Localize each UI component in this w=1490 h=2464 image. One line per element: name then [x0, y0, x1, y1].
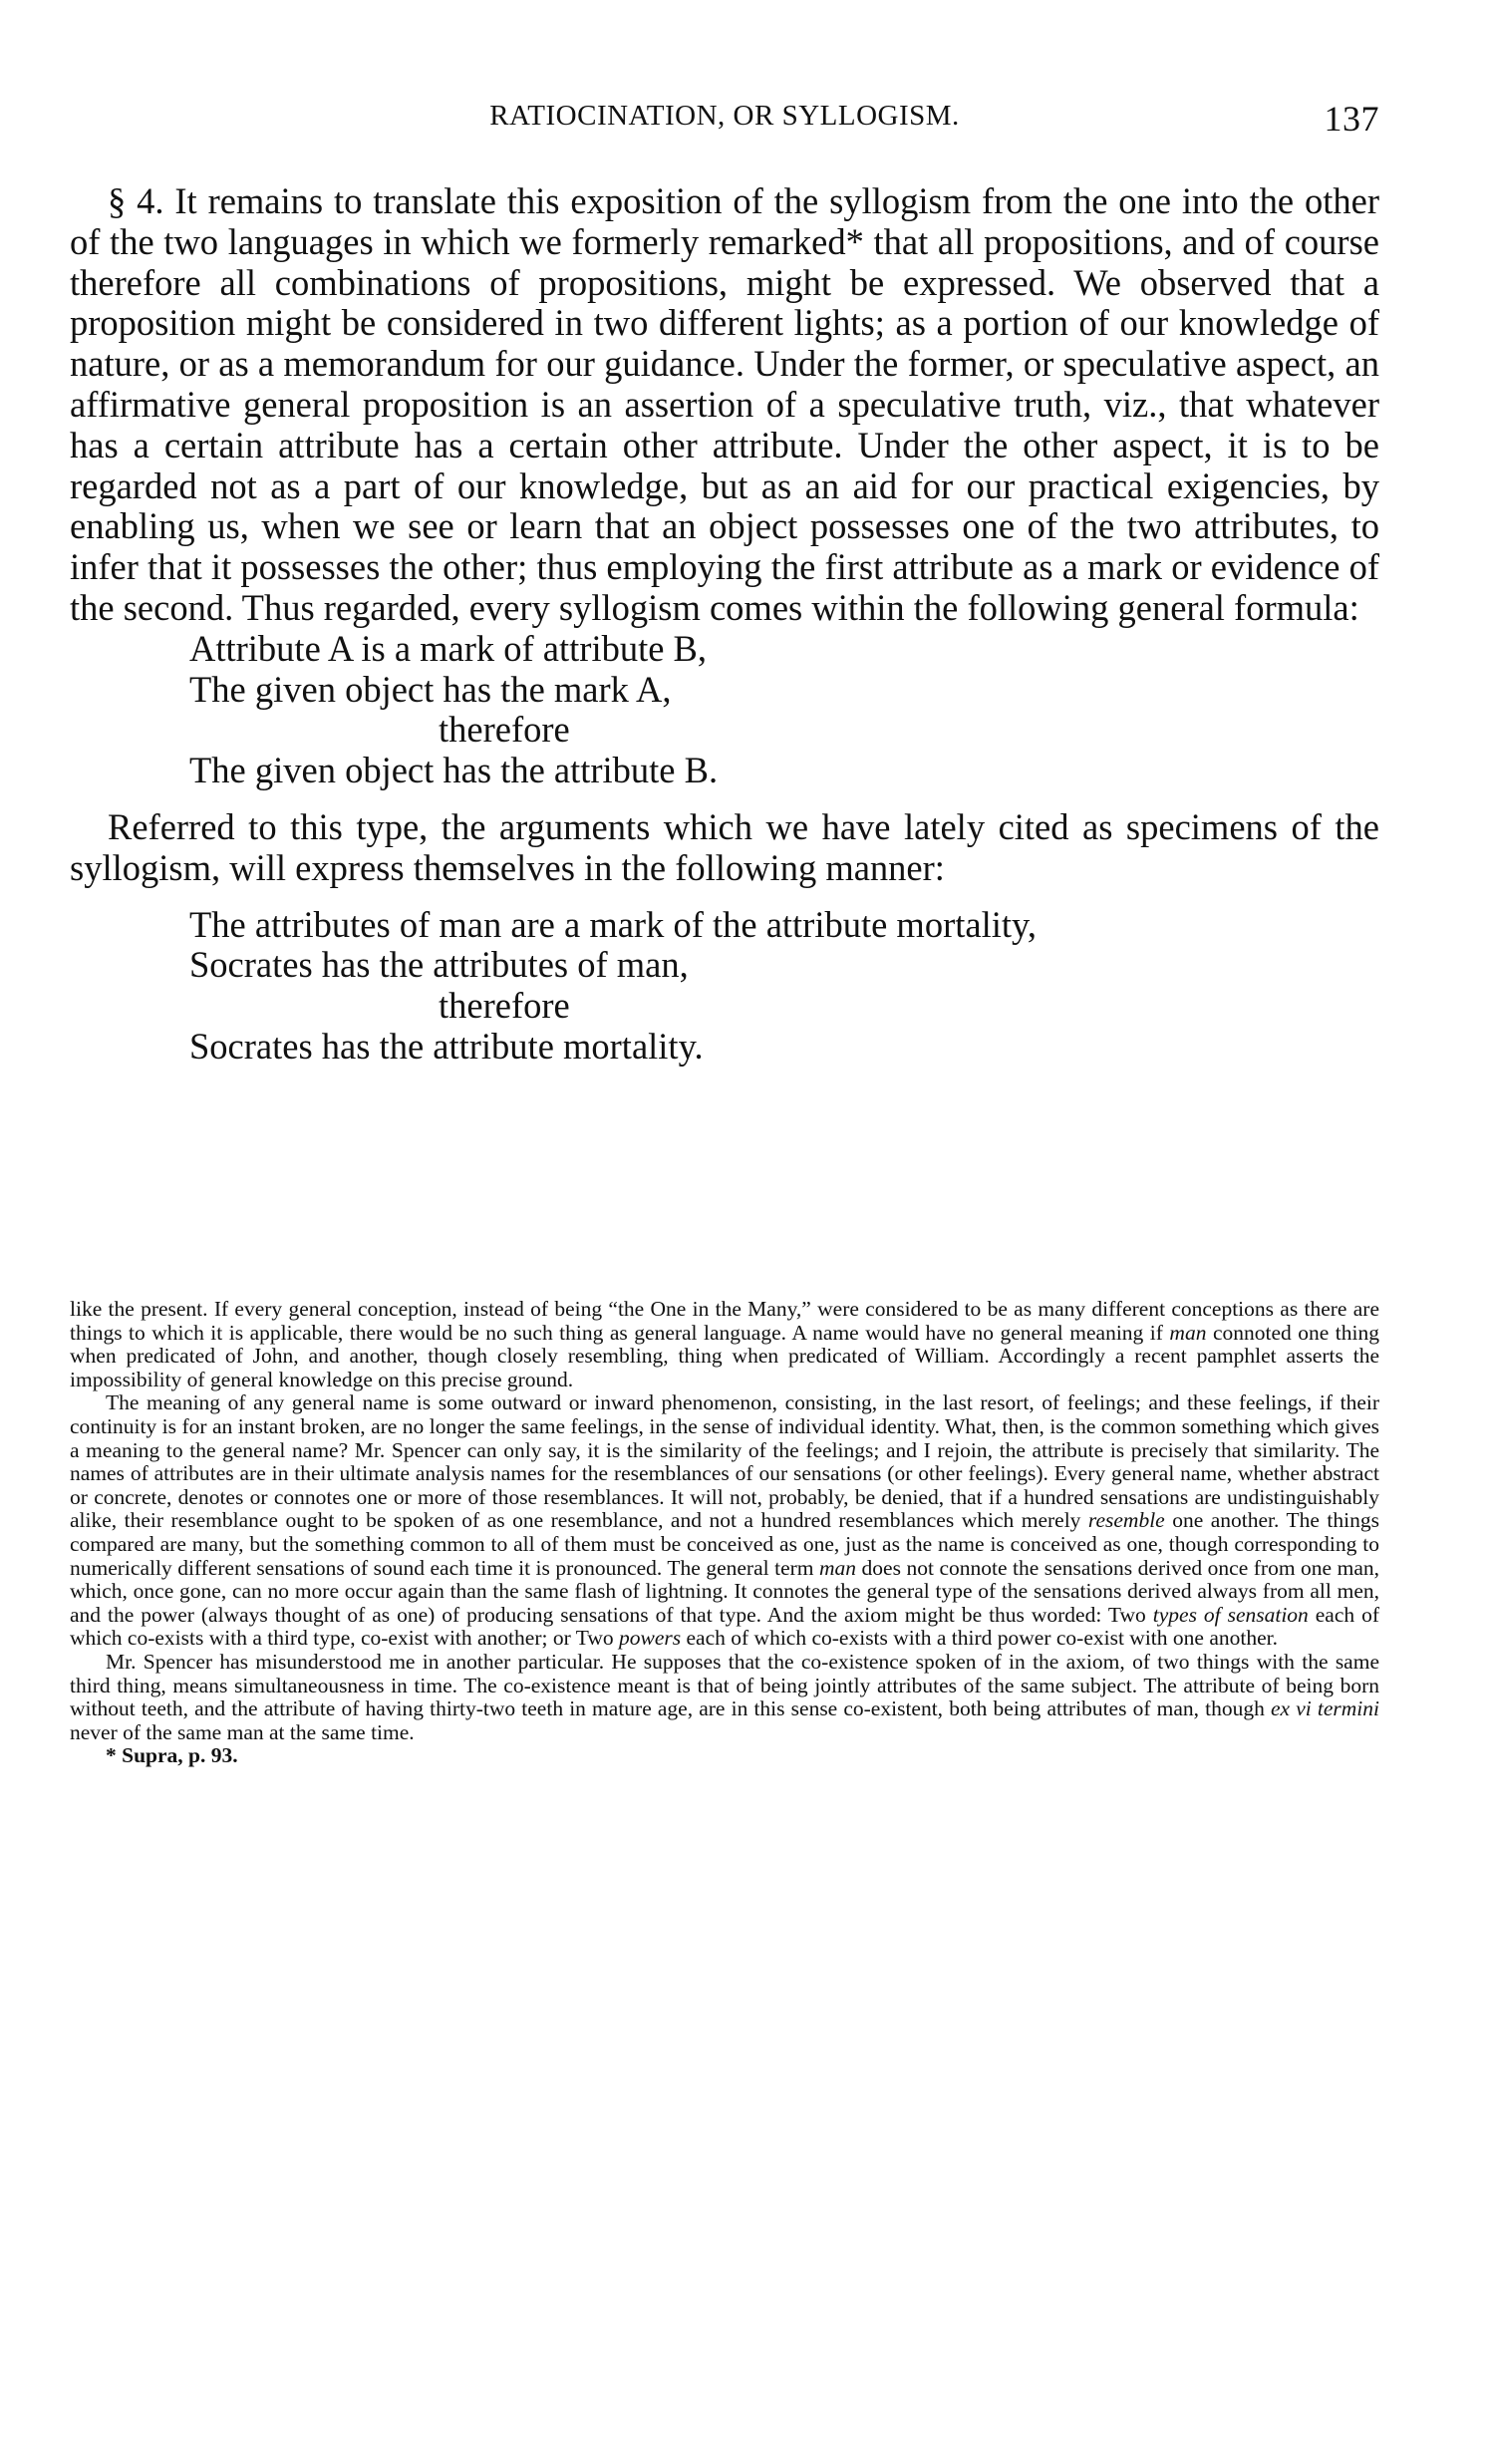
note-text: never of the same man at the same time. — [70, 1719, 415, 1744]
formula-line: The given object has the mark A, — [189, 668, 672, 710]
formula-therefore: therefore — [439, 985, 570, 1027]
note-text: The meaning of any general name is some outward or inward phenomenon, consisting, in the last resort, of feelings; and these feelings, if their continuity is for an instant broken, are no longer the same feelings, in the sense of individual identity. What, then, is the common something which gives a meaning to the general name? Mr. Spencer can only say, it is the similarity of the feelings; and I rejoin, the attribute is precisely that similarity. The names of attributes are in their ultimate analysis names for the resemblances of our sensations (or other feelings). Every general name, whether abstract or concrete, denotes or connotes one or more of those resemblances. It will not, probably, be denied, that if a hundred sensations are undistinguishably alike, their resemblance ought to be spoken of as one resemblance, and not a hundred resemblances which merely — [70, 1390, 1379, 1533]
socrates-syllogism — [189, 905, 1379, 1068]
formula-therefore: therefore — [439, 709, 570, 751]
note-text: each of which co-exists with a third power co-exist with one another. — [681, 1626, 1278, 1651]
note-paragraph — [70, 1298, 1379, 1391]
running-header — [70, 100, 1379, 140]
formula-line: The attributes of man are a mark of the attribute mortality, — [189, 903, 1037, 945]
formula-line: Socrates has the attributes of man, — [189, 944, 689, 986]
note-text: connoted one thing when predicated of John, and another, though closely resembling, thing when predicated of William. Accordingly a recent pamphlet asserts the impossibility of general knowledge on this precise ground. — [70, 1320, 1379, 1391]
note-emphasis: man — [1169, 1320, 1207, 1345]
paragraph-referred: Referred to this type, the arguments which we have lately cited as specimens of the syllogism, will express themselves in the following manner: — [70, 805, 1379, 888]
note-emphasis: ex vi termini — [1271, 1696, 1379, 1721]
page-number: 137 — [1324, 99, 1379, 139]
note-text: does not connote the sensations derived once from one man, which, once gone, can no more occur again than the same flash of lightning. It connotes the general type of the sensations derived always from all men, and the power (always thought of as one) of producing sensations of that type. And the axiom might be thus worded: Two — [70, 1555, 1379, 1627]
note-emphasis: man — [819, 1555, 857, 1580]
note-paragraph — [70, 1391, 1379, 1651]
paragraph-section-4: § 4. It remains to translate this exposition of the syllogism from the one into the other of the two languages in which we formerly remarked* that all propositions, and of course therefore all combinations of propositions, might be expressed. We observed that a proposition might be considered in two different lights; as a portion of our knowledge of nature, or as a memorandum for our guidance. Under the former, or speculative aspect, an affirmative general proposition is an assertion of a speculative truth, viz., that whatever has a certain attribute has a certain other attribute. Under the other aspect, it is to be regarded not as a part of our knowledge, but as an aid for our practical exigencies, by enabling us, when we see or learn that an object possesses one of the two attributes, to infer that it possesses the other; thus employing the first attribute as a mark or evidence of the second. Thus regarded, every syllogism comes within the following general formula: — [70, 180, 1379, 628]
formula-line: The given object has the attribute B. — [189, 750, 719, 791]
note-text: like the present. If every general conception, instead of being “the One in the Many,” were considered to be as many different conceptions as there are things to which it is applicable, there would be no such thing as general language. A name would have no general meaning if — [70, 1297, 1379, 1345]
running-title: RATIOCINATION, OR SYLLOGISM. — [489, 100, 960, 132]
note-text: Mr. Spencer has misunderstood me in another particular. He supposes that the co-existence spoken of in the axiom, of two things with the same third thing, means simultaneousness in time. The co-existence meant is that of being jointly attributes of the same subject. The attribute of being born without teeth, and the attribute of having thirty-two teeth in mature age, are in this sense co-existent, both being attributes of man, though — [70, 1649, 1379, 1721]
note-emphasis: resemble — [1087, 1508, 1165, 1533]
formula-line: Socrates has the attribute mortality. — [189, 1025, 704, 1067]
footnote-reference: * Supra, p. 93. — [106, 1743, 238, 1768]
note-text: each of which co-exists with a third type, co-exist with another; or Two — [70, 1602, 1380, 1651]
formula-line: Attribute A is a mark of attribute B, — [189, 627, 708, 669]
general-formula — [189, 629, 1379, 791]
note-emphasis: powers — [619, 1626, 682, 1651]
note-text: one another. The things compared are many, but the something common to all of them must be conceived as one, just as the name is conceived as one, though corresponding to numerically different sensations of sound each time it is pronounced. The general term — [70, 1508, 1379, 1580]
note-paragraph — [70, 1651, 1379, 1744]
footnotes — [70, 1298, 1379, 1768]
note-emphasis: types of sensation — [1152, 1602, 1309, 1627]
main-text — [70, 181, 1379, 1068]
